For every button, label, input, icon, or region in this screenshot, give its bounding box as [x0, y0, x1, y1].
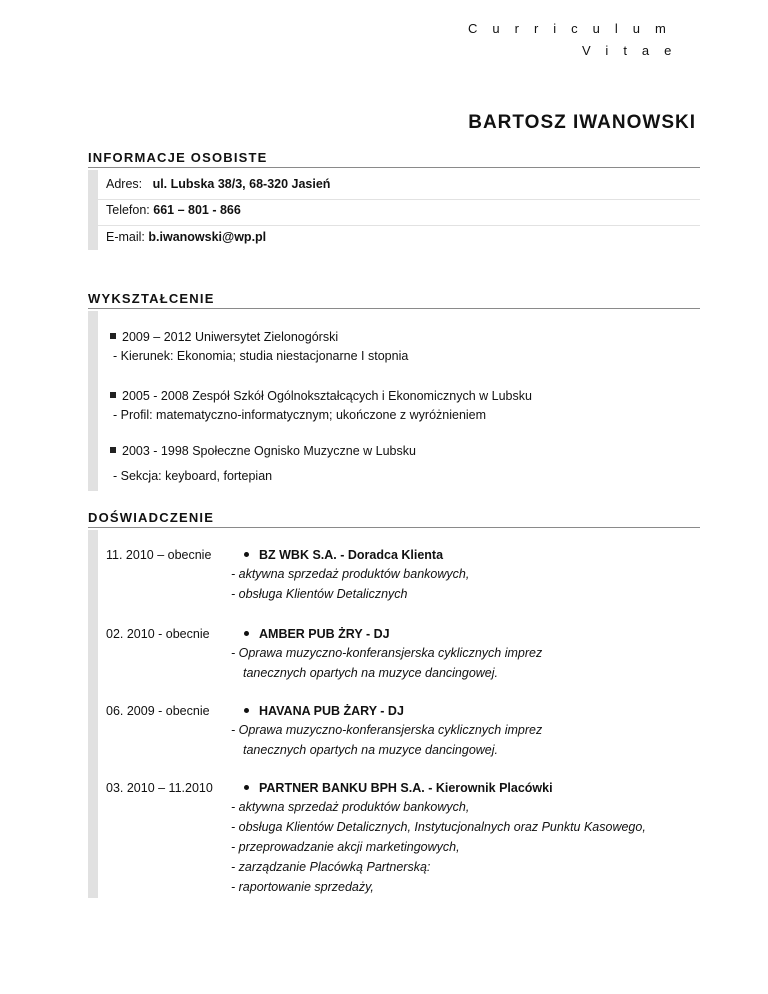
email-label: E-mail:: [106, 230, 145, 244]
job-duty-continued: tanecznych opartych na muzyce dancingowej.: [243, 743, 499, 757]
job-date: 02. 2010 - obecnie: [106, 627, 210, 641]
job-duty: - raportowanie sprzedaży,: [231, 880, 374, 894]
phone-value: 661 – 801 - 866: [153, 203, 241, 217]
education-detail: - Kierunek: Ekonomia; studia niestacjonarne I stopnia: [113, 349, 409, 363]
divider: [98, 225, 700, 226]
job-duty: - Oprawa muzyczno-konferansjerska cyklicznych imprez: [231, 646, 543, 660]
address-value: ul. Lubska 38/3, 68-320 Jasień: [152, 177, 331, 191]
phone-label: Telefon:: [106, 203, 150, 217]
square-bullet-icon: [110, 392, 116, 398]
job-duty: - obsługa Klientów Detalicznych, Instytucjonalnych oraz Punktu Kasowego,: [231, 820, 646, 834]
education-detail: - Profil: matematyczno-informatycznym; ukończone z wyróżnieniem: [113, 408, 487, 422]
address-row: [106, 177, 700, 191]
section-bar: [88, 170, 98, 250]
section-title-personal: INFORMACJE OSOBISTE: [88, 150, 700, 168]
job-duty: - Oprawa muzyczno-konferansjerska cyklicznych imprez: [231, 723, 543, 737]
square-bullet-icon: [110, 333, 116, 339]
job-title: BZ WBK S.A. - Doradca Klienta: [244, 548, 443, 562]
section-title-education: WYKSZTAŁCENIE: [88, 291, 700, 309]
job-title: AMBER PUB ŻRY - DJ: [244, 627, 390, 641]
education-item: 2003 - 1998 Społeczne Ognisko Muzyczne w Lubsku: [110, 444, 416, 458]
job-title: HAVANA PUB ŻARY - DJ: [244, 704, 404, 718]
job-title: PARTNER BANKU BPH S.A. - Kierownik Placówki: [244, 781, 553, 795]
education-item: 2005 - 2008 Zespół Szkół Ogólnokształcących i Ekonomicznych w Lubsku: [110, 389, 532, 403]
cv-heading: [430, 18, 730, 62]
divider: [98, 199, 700, 200]
cv-heading-line1: Curriculum: [468, 21, 681, 36]
job-duty-continued: tanecznych opartych na muzyce dancingowej.: [243, 666, 499, 680]
phone-row: [106, 203, 700, 217]
section-bar: [88, 311, 98, 491]
job-date: 06. 2009 - obecnie: [106, 704, 210, 718]
job-duty: - aktywna sprzedaż produktów bankowych,: [231, 800, 470, 814]
square-bullet-icon: [110, 447, 116, 453]
education-item: 2009 – 2012 Uniwersytet Zielonogórski: [110, 330, 338, 344]
bullet-icon: [244, 552, 249, 557]
bullet-icon: [244, 785, 249, 790]
job-duty: - przeprowadzanie akcji marketingowych,: [231, 840, 460, 854]
section-bar: [88, 530, 98, 898]
person-name: BARTOSZ IWANOWSKI: [468, 112, 696, 133]
job-date: 11. 2010 – obecnie: [106, 548, 212, 562]
bullet-icon: [244, 631, 249, 636]
job-date: 03. 2010 – 11.2010: [106, 781, 213, 795]
section-title-experience: DOŚWIADCZENIE: [88, 510, 700, 528]
job-duty: - aktywna sprzedaż produktów bankowych,: [231, 567, 470, 581]
cv-heading-line2: Vitae: [582, 43, 687, 58]
education-detail: - Sekcja: keyboard, fortepian: [113, 469, 273, 483]
email-row: [106, 230, 700, 244]
address-label: Adres:: [106, 177, 143, 191]
job-duty: - obsługa Klientów Detalicznych: [231, 587, 408, 601]
bullet-icon: [244, 708, 249, 713]
job-duty: - zarządzanie Placówką Partnerską:: [231, 860, 431, 874]
email-value: b.iwanowski@wp.pl: [148, 230, 267, 244]
